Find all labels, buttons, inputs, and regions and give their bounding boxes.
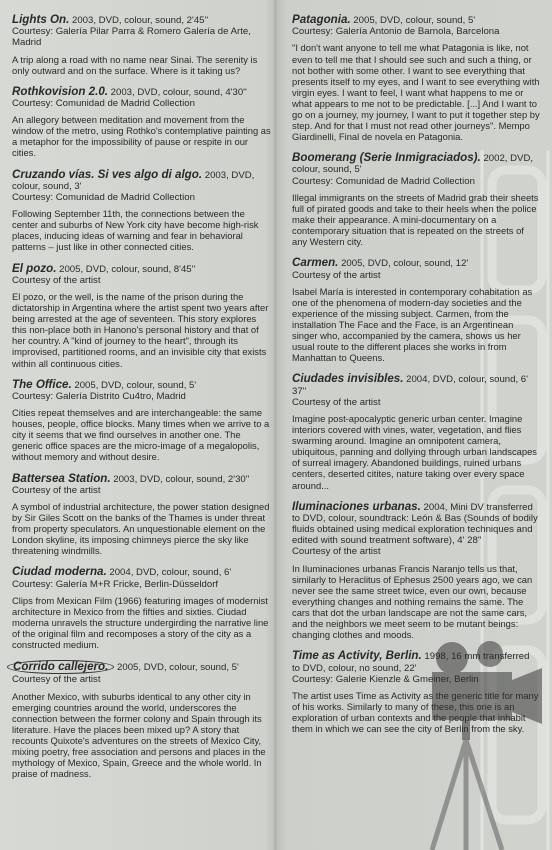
- film-credit: Courtesy: Galería M+R Fricke, Berlin-Düsseldorf: [12, 578, 219, 590]
- film-credit: Courtesy: Galería Pilar Parra & Romero Galería de Arte, Madrid: [12, 26, 251, 49]
- film-entry: [12, 660, 272, 779]
- film-description: An allegory between meditation and movement from the window of the metro, using Rothko's contemplative painting as a metaphor for the impossibility of pause or respite in our cities.: [12, 114, 271, 159]
- film-meta: 2004, DVD, colour, sound, 6': [106, 567, 232, 579]
- film-credit: Courtesy of the artist: [292, 396, 381, 408]
- film-description: Cities repeat themselves and are interchangeable: the same houses, people, office blocks. Many times when we arrive to a city it seems that we find ourselves in another one. The generic office spaces are the micro-image of a megalopolis, without memory and without desire.: [12, 407, 270, 463]
- film-title: Iluminaciones urbanas.: [292, 499, 421, 513]
- film-description: "I don't want anyone to tell me what Patagonia is like, not even to tell me that I should see such and such a thing, or not bother with some other. I want to see everything that presents itself to my eyes, and I want to see everything with virgin eyes. I want to feel, I want what happens to me or what appears to me not to be predictable. [...] And I want to go on a journey, my journey, I want to put it together step by step. And for that I must not read other journeys". Mempo Giardinelli, Final de novela en Patagonia.: [292, 42, 540, 143]
- film-meta: 2005, DVD, colour, sound, 5': [350, 15, 476, 26]
- right-column: [292, 14, 540, 744]
- film-description: A trip along a road with no name near Sinai. The serenity is only outward and on the surface. Where is it taking us?: [12, 53, 258, 76]
- film-credit: Courtesy: Comunidad de Madrid Collection: [12, 98, 195, 109]
- film-meta: 2002, DVD, colour, sound, 5': [292, 153, 534, 176]
- film-entry: [292, 373, 540, 490]
- film-description: Imagine post-apocalyptic generic urban center. Imagine interiors covered with vines, water, vegetation, and flies swarming around. Imagine an omnipotent camera, ubiquitous, panning and dollying through urban landscapes of surreal imagery. Abandoned buildings, ruined urbans centers, deserted citites, nature taking over every space around...: [292, 413, 537, 491]
- film-meta: 2004, Mini DV transferred to DVD, colour, soundtrack: León & Bas (Sounds of bodily fluids obtained using medical exploration techniques and edited with sound treatment software), 4' 28'': [292, 501, 538, 547]
- film-credit: Courtesy: Galería Distrito Cu4tro, Madrid: [12, 390, 186, 402]
- left-column: [12, 14, 272, 789]
- film-description: A symbol of industrial architecture, the power station designed by Sir Giles Scott on the banks of the Thames is under threat from property speculators. An unquestionable element on the London skyline, its imposing chimneys pierce the sky like threatening windmills.: [12, 500, 270, 557]
- film-title: Boomerang (Serie Inmigraciados).: [292, 151, 481, 165]
- film-credit: Courtesy of the artist: [12, 274, 101, 286]
- film-title: Corrido callejero.: [13, 660, 109, 674]
- film-meta: 2003, DVD, colour, sound, 2'30'': [110, 473, 250, 485]
- film-description: Following September 11th, the connections between the center and suburbs of New York city have become high-risk places, inducing ideas of warning and fear in behavioral patterns – just like in other connected cities.: [12, 208, 259, 253]
- film-entry: [292, 152, 540, 247]
- film-meta: 2005, DVD, colour, sound, 12': [338, 258, 469, 270]
- film-title: Battersea Station.: [12, 471, 111, 485]
- film-title: Ciudades invisibles.: [292, 372, 404, 386]
- film-description: In Iluminaciones urbanas Francis Naranjo tells us that, similarly to Heraclitus of Ephesus 2500 years ago, we can never see the same street twice, even our own, because everything changes and nothing remains the same. The cars that dot the urban landscape are not the same cars, and the neighbors we meet seem to be mutant beings: changing clothes and moods.: [292, 562, 533, 641]
- film-entry: [12, 86, 272, 159]
- film-credit: Courtesy of the artist: [12, 484, 101, 496]
- film-credit: Courtesy: Galerie Kienzle & Gmeiner, Berlin: [292, 673, 479, 685]
- hand-drawn-circle: [7, 660, 114, 674]
- film-entry: [292, 501, 540, 641]
- film-title: Ciudad moderna.: [12, 565, 107, 579]
- film-credit: Courtesy of the artist: [12, 674, 101, 686]
- film-title: The Office.: [12, 377, 72, 391]
- film-title: Time as Activity, Berlin.: [292, 649, 422, 663]
- film-credit: Courtesy: Comunidad de Madrid Collection: [292, 175, 475, 187]
- film-entry: [12, 263, 272, 369]
- film-meta: 1998, 16 mm transferred to DVD, colour, no sound, 22': [292, 651, 530, 674]
- film-entry: [292, 650, 540, 734]
- page-fold: [274, 0, 277, 850]
- film-title: Patagonia.: [292, 13, 351, 26]
- film-credit: Courtesy: Comunidad de Madrid Collection: [12, 191, 195, 203]
- film-description: The artist uses Time as Activity as the generic title for many of his works. Similarly to many of these, this one is an exploration of urban contexts and the people that inhabit them in which we can see the city of Berlin from the sky.: [292, 689, 539, 735]
- film-entry: [12, 473, 272, 557]
- film-description: El pozo, or the well, is the name of the prison during the dictatorship in Argentina where the artist spent two years after being arrested at the age of seventeen. This story explores this non-place both in Hanono's personal history and that of her country. A "kind of journey to the heart", through its improvised, partitioned rooms, and an invisible city that exists within all continuous cities.: [12, 290, 269, 369]
- film-description: Another Mexico, with suburbs identical to any other city in emerging countries around the world, underscores the connection between the former colony and Spain through its literature. Have the places been mixed up? A story that recounts Quixote's adventures on the streets of Mexico City, mixing poetry, free association and persons and places in the mythology of Mexico, Spain, Greece and the whole world. In praise of madness.: [12, 690, 266, 780]
- film-meta: 2004, DVD, colour, sound, 6' 37'': [292, 374, 528, 397]
- film-title: El pozo.: [12, 261, 57, 275]
- film-entry: [292, 14, 540, 142]
- film-title: Cruzando vías. Si ves algo di algo.: [12, 167, 203, 181]
- film-title: Lights On.: [12, 13, 70, 26]
- film-description: Clips from Mexican Film (1966) featuring images of modernist architecture in Mexico from the fifties and sixties. Ciudad moderna unravels the structure undergirding the narrative line of the original film and recomposes a story of the city as a constructed medium.: [12, 594, 269, 651]
- film-entry: [12, 169, 272, 253]
- film-meta: 2003, DVD, colour, sound, 4'30'': [108, 86, 247, 98]
- film-meta: 2005, DVD, colour, sound, 5': [114, 662, 239, 674]
- film-credit: Courtesy of the artist: [292, 546, 381, 558]
- film-description: Isabel María is interested in contemporary cohabitation as one of the phenomena of modern-day societies and the experience of the missing subject. Carmen, from the installation The Face and the Face, is an Argentinean singer who, accompanied by the camera, shows us her usual route to the different places she works in from Manhattan to Queens.: [292, 285, 533, 364]
- film-title: Carmen.: [292, 256, 339, 270]
- film-meta: 2003, DVD, colour, sound, 3': [12, 169, 255, 192]
- film-entry: [12, 379, 272, 463]
- film-title: Rothkovision 2.0.: [12, 84, 108, 98]
- film-meta: 2005, DVD, colour, sound, 8'45'': [56, 263, 196, 275]
- film-meta: 2005, DVD, colour, sound, 5': [71, 379, 197, 391]
- film-credit: Courtesy of the artist: [292, 269, 381, 281]
- film-credit: Courtesy: Galería Antonio de Barnola, Barcelona: [292, 26, 500, 38]
- film-meta: 2003, DVD, colour, sound, 2'45'': [69, 15, 209, 26]
- film-description: Illegal immigrants on the streets of Madrid grab their sheets full of pirated goods and take to their heels when the police make their appearance. A mini-documentary on a contemporary situation that is repeated on the streets of any Western city.: [292, 191, 539, 248]
- film-entry: [12, 14, 272, 76]
- film-entry: [12, 566, 272, 650]
- film-entry: [292, 257, 540, 363]
